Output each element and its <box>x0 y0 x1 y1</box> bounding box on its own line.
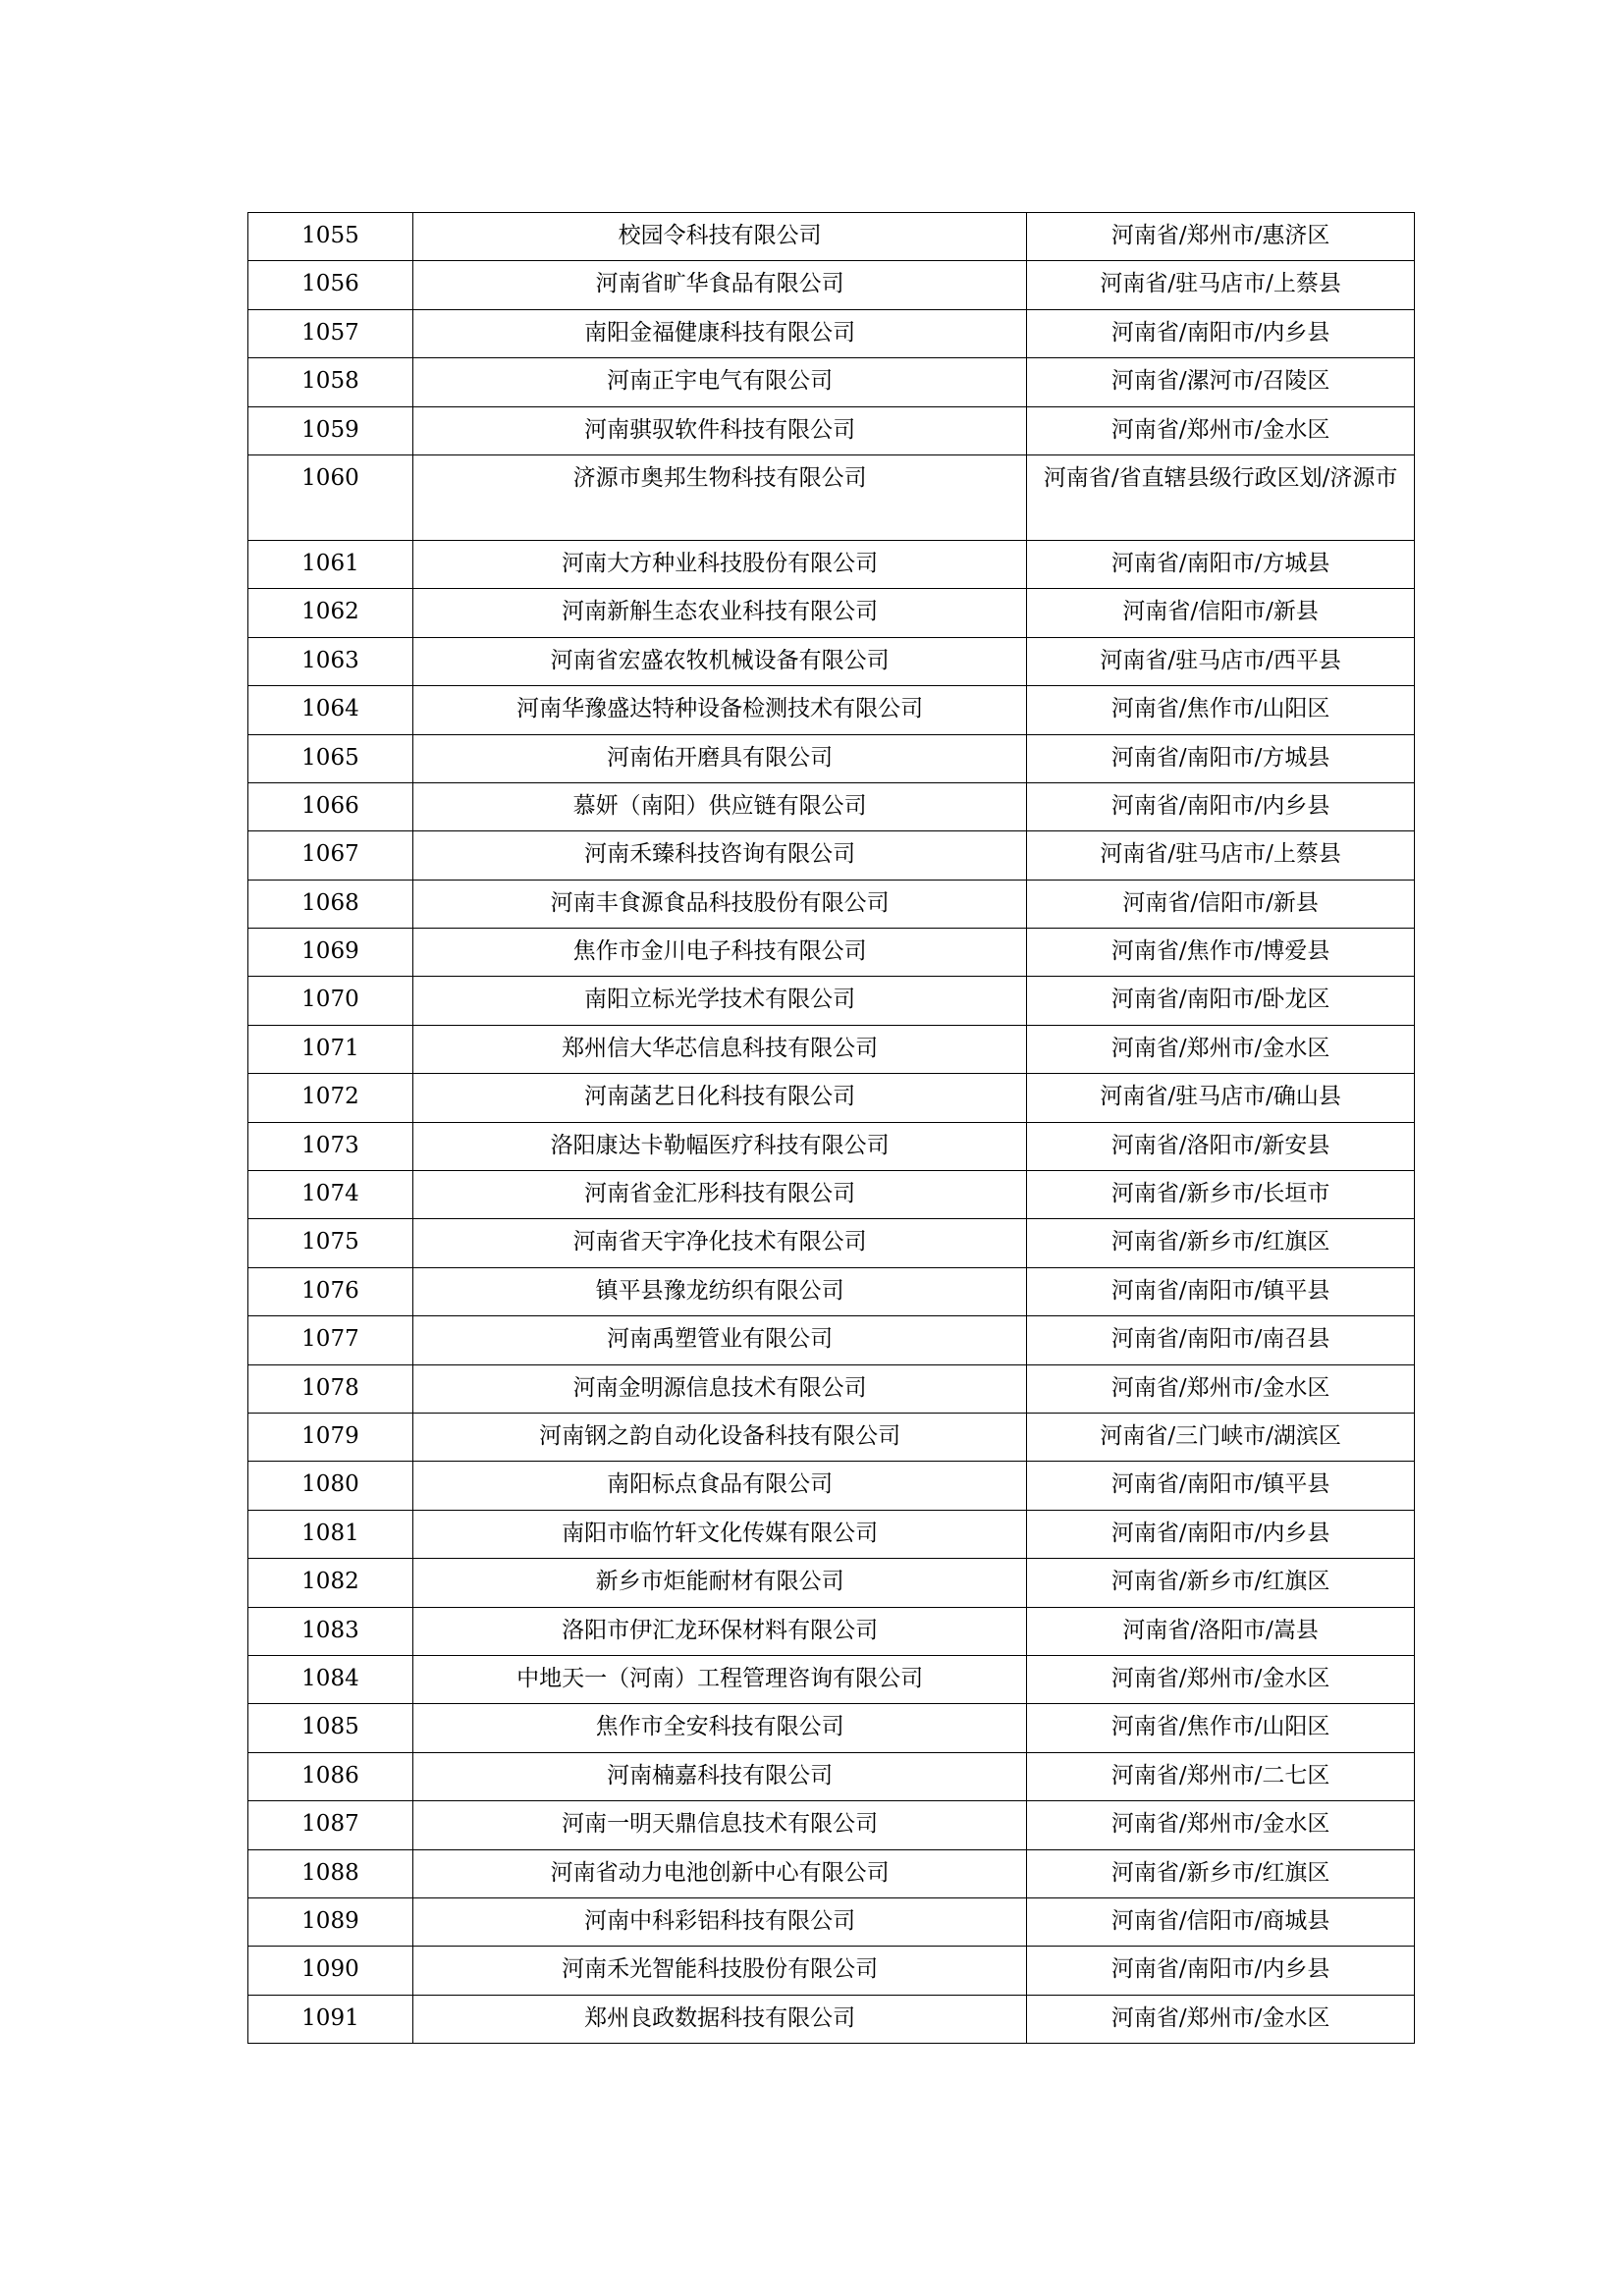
region-cell: 河南省/郑州市/金水区 <box>1027 1655 1415 1703</box>
region-cell: 河南省/郑州市/金水区 <box>1027 1364 1415 1413</box>
region-cell: 河南省/郑州市/金水区 <box>1027 1995 1415 2043</box>
row-number-cell: 1076 <box>248 1267 413 1315</box>
company-name-cell: 河南金明源信息技术有限公司 <box>412 1364 1026 1413</box>
row-number-cell: 1080 <box>248 1462 413 1510</box>
company-name-cell: 校园令科技有限公司 <box>412 213 1026 261</box>
region-cell: 河南省/新乡市/红旗区 <box>1027 1559 1415 1607</box>
company-name-cell: 河南省旷华食品有限公司 <box>412 261 1026 309</box>
region-cell: 河南省/南阳市/内乡县 <box>1027 309 1415 357</box>
table-row <box>248 1897 1415 1946</box>
row-number-cell: 1073 <box>248 1122 413 1170</box>
region-cell: 河南省/三门峡市/湖滨区 <box>1027 1413 1415 1461</box>
company-name-cell: 郑州信大华芯信息科技有限公司 <box>412 1025 1026 1073</box>
company-name-cell: 河南禾光智能科技股份有限公司 <box>412 1947 1026 1995</box>
table-row <box>248 1413 1415 1461</box>
company-name-cell: 河南大方种业科技股份有限公司 <box>412 540 1026 588</box>
row-number-cell: 1082 <box>248 1559 413 1607</box>
row-number-cell: 1089 <box>248 1897 413 1946</box>
table-row <box>248 1364 1415 1413</box>
row-number-cell: 1084 <box>248 1655 413 1703</box>
row-number-cell: 1070 <box>248 977 413 1025</box>
table-row <box>248 454 1415 540</box>
table-row <box>248 1801 1415 1849</box>
company-name-cell: 河南省动力电池创新中心有限公司 <box>412 1849 1026 1897</box>
company-name-cell: 南阳标点食品有限公司 <box>412 1462 1026 1510</box>
table-row <box>248 213 1415 261</box>
region-cell: 河南省/驻马店市/上蔡县 <box>1027 831 1415 880</box>
row-number-cell: 1085 <box>248 1704 413 1752</box>
row-number-cell: 1072 <box>248 1074 413 1122</box>
row-number-cell: 1077 <box>248 1316 413 1364</box>
company-name-cell: 郑州良政数据科技有限公司 <box>412 1995 1026 2043</box>
region-cell: 河南省/信阳市/新县 <box>1027 589 1415 637</box>
region-cell: 河南省/信阳市/商城县 <box>1027 1897 1415 1946</box>
company-name-cell: 慕妍（南阳）供应链有限公司 <box>412 782 1026 830</box>
company-name-cell: 河南骐驭软件科技有限公司 <box>412 406 1026 454</box>
company-name-cell: 河南菡艺日化科技有限公司 <box>412 1074 1026 1122</box>
region-cell: 河南省/焦作市/山阳区 <box>1027 686 1415 734</box>
company-name-cell: 河南丰食源食品科技股份有限公司 <box>412 880 1026 928</box>
region-cell: 河南省/省直辖县级行政区划/济源市 <box>1027 454 1415 540</box>
table-row <box>248 1752 1415 1800</box>
table-row <box>248 1704 1415 1752</box>
company-name-cell: 河南楠嘉科技有限公司 <box>412 1752 1026 1800</box>
table-row <box>248 1316 1415 1364</box>
table-row <box>248 1074 1415 1122</box>
table-row <box>248 1849 1415 1897</box>
table-row <box>248 1559 1415 1607</box>
row-number-cell: 1064 <box>248 686 413 734</box>
row-number-cell: 1062 <box>248 589 413 637</box>
row-number-cell: 1088 <box>248 1849 413 1897</box>
region-cell: 河南省/南阳市/方城县 <box>1027 540 1415 588</box>
table-row <box>248 637 1415 685</box>
row-number-cell: 1059 <box>248 406 413 454</box>
region-cell: 河南省/焦作市/博爱县 <box>1027 929 1415 977</box>
row-number-cell: 1083 <box>248 1607 413 1655</box>
region-cell: 河南省/郑州市/金水区 <box>1027 1801 1415 1849</box>
table-row <box>248 1510 1415 1558</box>
company-name-cell: 河南省金汇彤科技有限公司 <box>412 1171 1026 1219</box>
row-number-cell: 1086 <box>248 1752 413 1800</box>
table-row <box>248 589 1415 637</box>
row-number-cell: 1060 <box>248 454 413 540</box>
company-name-cell: 焦作市金川电子科技有限公司 <box>412 929 1026 977</box>
region-cell: 河南省/驻马店市/西平县 <box>1027 637 1415 685</box>
region-cell: 河南省/南阳市/内乡县 <box>1027 782 1415 830</box>
table-row <box>248 1655 1415 1703</box>
region-cell: 河南省/信阳市/新县 <box>1027 880 1415 928</box>
region-cell: 河南省/南阳市/内乡县 <box>1027 1510 1415 1558</box>
table-row <box>248 358 1415 406</box>
table-row <box>248 977 1415 1025</box>
row-number-cell: 1079 <box>248 1413 413 1461</box>
table-row <box>248 1462 1415 1510</box>
table-row <box>248 540 1415 588</box>
row-number-cell: 1061 <box>248 540 413 588</box>
company-name-cell: 南阳金福健康科技有限公司 <box>412 309 1026 357</box>
region-cell: 河南省/郑州市/二七区 <box>1027 1752 1415 1800</box>
table-row <box>248 782 1415 830</box>
region-cell: 河南省/郑州市/金水区 <box>1027 406 1415 454</box>
row-number-cell: 1068 <box>248 880 413 928</box>
row-number-cell: 1058 <box>248 358 413 406</box>
row-number-cell: 1090 <box>248 1947 413 1995</box>
table-row <box>248 1122 1415 1170</box>
table-row <box>248 1947 1415 1995</box>
table-row <box>248 1607 1415 1655</box>
table-row <box>248 929 1415 977</box>
region-cell: 河南省/新乡市/红旗区 <box>1027 1219 1415 1267</box>
region-cell: 河南省/南阳市/南召县 <box>1027 1316 1415 1364</box>
region-cell: 河南省/焦作市/山阳区 <box>1027 1704 1415 1752</box>
row-number-cell: 1069 <box>248 929 413 977</box>
table-row <box>248 734 1415 782</box>
table-row <box>248 1995 1415 2043</box>
table-row <box>248 1171 1415 1219</box>
region-cell: 河南省/洛阳市/嵩县 <box>1027 1607 1415 1655</box>
table-row <box>248 1267 1415 1315</box>
row-number-cell: 1065 <box>248 734 413 782</box>
row-number-cell: 1071 <box>248 1025 413 1073</box>
table-body <box>248 213 1415 2044</box>
region-cell: 河南省/漯河市/召陵区 <box>1027 358 1415 406</box>
table-row <box>248 1219 1415 1267</box>
company-name-cell: 洛阳市伊汇龙环保材料有限公司 <box>412 1607 1026 1655</box>
company-name-cell: 河南华豫盛达特种设备检测技术有限公司 <box>412 686 1026 734</box>
region-cell: 河南省/驻马店市/上蔡县 <box>1027 261 1415 309</box>
row-number-cell: 1081 <box>248 1510 413 1558</box>
row-number-cell: 1067 <box>248 831 413 880</box>
table-row <box>248 406 1415 454</box>
company-name-cell: 河南省宏盛农牧机械设备有限公司 <box>412 637 1026 685</box>
company-name-cell: 济源市奥邦生物科技有限公司 <box>412 454 1026 540</box>
row-number-cell: 1057 <box>248 309 413 357</box>
table-row <box>248 261 1415 309</box>
row-number-cell: 1063 <box>248 637 413 685</box>
company-name-cell: 焦作市全安科技有限公司 <box>412 1704 1026 1752</box>
region-cell: 河南省/南阳市/镇平县 <box>1027 1462 1415 1510</box>
company-name-cell: 河南佑开磨具有限公司 <box>412 734 1026 782</box>
company-name-cell: 镇平县豫龙纺织有限公司 <box>412 1267 1026 1315</box>
row-number-cell: 1055 <box>248 213 413 261</box>
region-cell: 河南省/南阳市/卧龙区 <box>1027 977 1415 1025</box>
table-row <box>248 686 1415 734</box>
region-cell: 河南省/南阳市/内乡县 <box>1027 1947 1415 1995</box>
company-name-cell: 河南新斛生态农业科技有限公司 <box>412 589 1026 637</box>
row-number-cell: 1066 <box>248 782 413 830</box>
company-name-cell: 河南禹塑管业有限公司 <box>412 1316 1026 1364</box>
company-name-cell: 南阳市临竹轩文化传媒有限公司 <box>412 1510 1026 1558</box>
row-number-cell: 1078 <box>248 1364 413 1413</box>
table-row <box>248 309 1415 357</box>
region-cell: 河南省/新乡市/红旗区 <box>1027 1849 1415 1897</box>
row-number-cell: 1074 <box>248 1171 413 1219</box>
row-number-cell: 1091 <box>248 1995 413 2043</box>
row-number-cell: 1087 <box>248 1801 413 1849</box>
company-name-cell: 南阳立标光学技术有限公司 <box>412 977 1026 1025</box>
company-name-cell: 河南省天宇净化技术有限公司 <box>412 1219 1026 1267</box>
table-row <box>248 1025 1415 1073</box>
region-cell: 河南省/南阳市/镇平县 <box>1027 1267 1415 1315</box>
company-name-cell: 新乡市炬能耐材有限公司 <box>412 1559 1026 1607</box>
table-row <box>248 831 1415 880</box>
row-number-cell: 1075 <box>248 1219 413 1267</box>
table-row <box>248 880 1415 928</box>
region-cell: 河南省/郑州市/金水区 <box>1027 1025 1415 1073</box>
region-cell: 河南省/洛阳市/新安县 <box>1027 1122 1415 1170</box>
row-number-cell: 1056 <box>248 261 413 309</box>
company-name-cell: 河南一明天鼎信息技术有限公司 <box>412 1801 1026 1849</box>
company-name-cell: 河南正宇电气有限公司 <box>412 358 1026 406</box>
company-name-cell: 中地天一（河南）工程管理咨询有限公司 <box>412 1655 1026 1703</box>
region-cell: 河南省/南阳市/方城县 <box>1027 734 1415 782</box>
region-cell: 河南省/郑州市/惠济区 <box>1027 213 1415 261</box>
region-cell: 河南省/驻马店市/确山县 <box>1027 1074 1415 1122</box>
company-name-cell: 河南中科彩铝科技有限公司 <box>412 1897 1026 1946</box>
company-name-cell: 河南禾臻科技咨询有限公司 <box>412 831 1026 880</box>
company-list-table <box>247 212 1415 2044</box>
region-cell: 河南省/新乡市/长垣市 <box>1027 1171 1415 1219</box>
company-name-cell: 河南钢之韵自动化设备科技有限公司 <box>412 1413 1026 1461</box>
company-name-cell: 洛阳康达卡勒幅医疗科技有限公司 <box>412 1122 1026 1170</box>
